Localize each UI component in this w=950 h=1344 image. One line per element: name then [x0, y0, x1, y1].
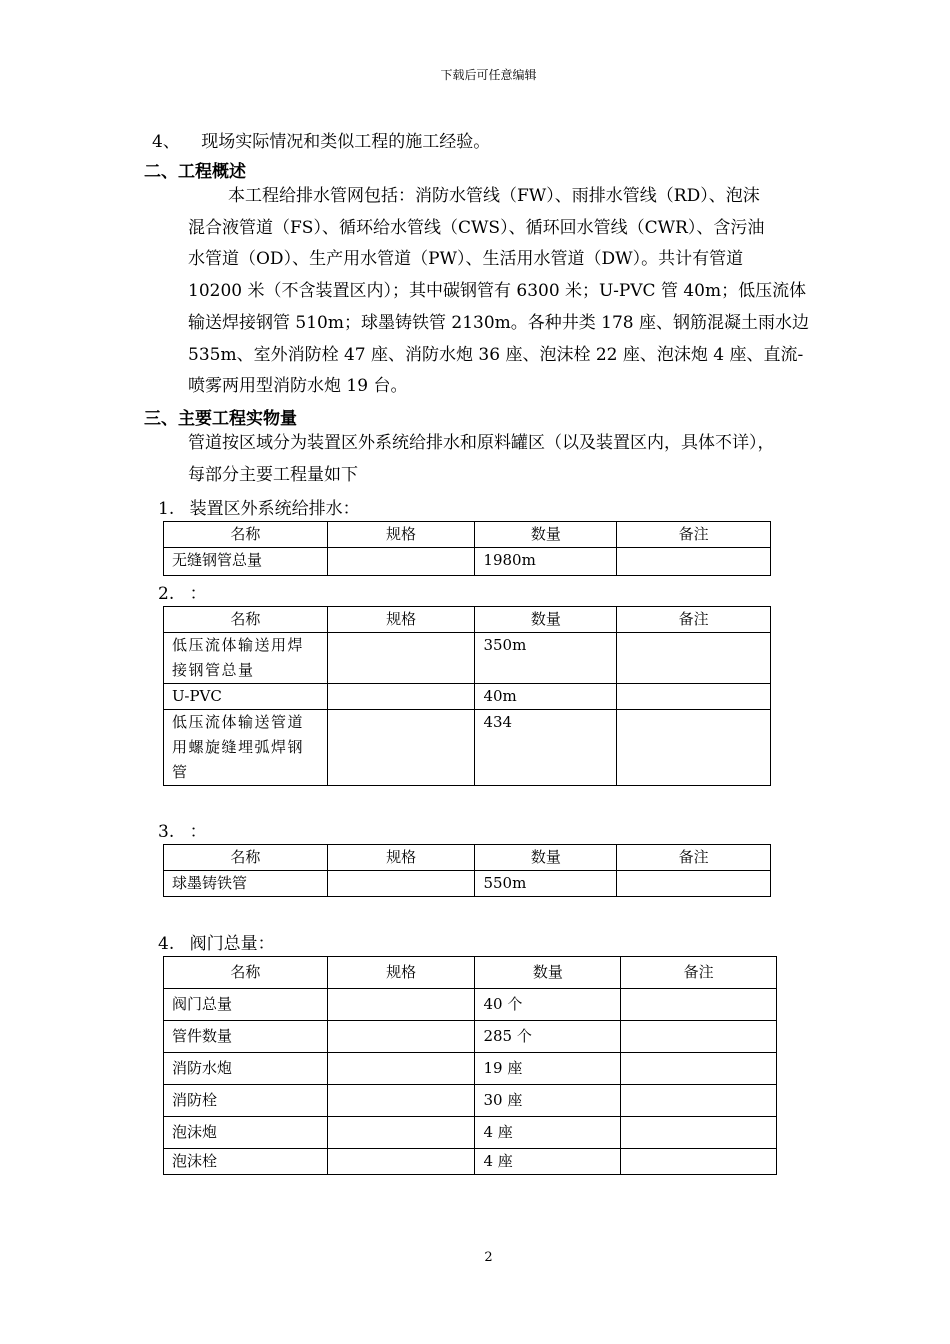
section-3-title: 三、主要工程实物量	[144, 409, 297, 429]
header-spec: 规格	[327, 845, 475, 871]
cell-spec	[327, 1053, 475, 1085]
table-3	[163, 844, 771, 897]
cell-note	[617, 710, 771, 786]
cell-qty: 550m	[475, 871, 617, 897]
section-2-title: 二、工程概述	[144, 162, 246, 182]
header-name: 名称	[164, 957, 328, 989]
cell-qty: 40m	[475, 684, 617, 710]
cell-name: 低压流体输送管道用螺旋缝埋弧焊钢管	[164, 710, 328, 786]
table-2	[163, 606, 771, 786]
subsection-3-number: 3.	[158, 822, 175, 842]
table-row	[164, 684, 771, 710]
table-header-row	[164, 607, 771, 633]
cell-spec	[327, 871, 475, 897]
cell-note	[621, 989, 777, 1021]
cell-qty: 1980m	[475, 548, 617, 576]
cell-name: 管件数量	[164, 1021, 328, 1053]
header-name: 名称	[164, 522, 328, 548]
cell-spec	[327, 989, 475, 1021]
table-row	[164, 989, 777, 1021]
table-1	[163, 521, 771, 576]
table-header-row	[164, 957, 777, 989]
cell-spec	[327, 1021, 475, 1053]
cell-qty: 19 座	[475, 1053, 621, 1085]
cell-name: 低压流体输送用焊接钢管总量	[164, 633, 328, 684]
header-qty: 数量	[475, 845, 617, 871]
table-row	[164, 1021, 777, 1053]
cell-qty: 30 座	[475, 1085, 621, 1117]
table-row	[164, 548, 771, 576]
subsection-1-title: 装置区外系统给排水：	[189, 499, 360, 519]
cell-name: 无缝钢管总量	[164, 548, 328, 576]
item-4-text: 现场实际情况和类似工程的施工经验。	[201, 132, 491, 152]
cell-spec	[327, 633, 475, 684]
item-4	[152, 127, 490, 152]
table-header-row	[164, 845, 771, 871]
cell-spec	[327, 1149, 475, 1175]
cell-qty: 4 座	[475, 1149, 621, 1175]
cell-spec	[327, 1085, 475, 1117]
header-note: 备注	[617, 607, 771, 633]
header-name: 名称	[164, 607, 328, 633]
cell-spec	[327, 548, 475, 576]
subsection-4	[158, 929, 275, 954]
cell-note	[621, 1085, 777, 1117]
cell-note	[621, 1053, 777, 1085]
subsection-1-number: 1.	[158, 499, 175, 519]
subsection-4-title: 阀门总量：	[189, 934, 275, 954]
cell-name: U-PVC	[164, 684, 328, 710]
page-header: 下载后可任意编辑	[440, 68, 537, 82]
subsection-2-number: 2.	[158, 584, 175, 604]
cell-note	[617, 871, 771, 897]
cell-name: 泡沫栓	[164, 1149, 328, 1175]
subsection-3	[158, 817, 207, 842]
overview-line: 本工程给排水管网包括：消防水管线（FW）、雨排水管线（RD）、泡沫	[228, 186, 760, 206]
subsection-3-title: ：	[189, 822, 207, 842]
table-row	[164, 1117, 777, 1149]
intro-paragraph	[188, 428, 868, 491]
overview-line: 混合液管道（FS）、循环给水管线（CWS）、循环回水管线（CWR）、含污油	[188, 217, 765, 238]
overview-line: 水管道（OD）、生产用水管道（PW）、生活用水管道（DW）。共计有管道	[188, 249, 744, 270]
header-note: 备注	[617, 845, 771, 871]
header-qty: 数量	[475, 957, 621, 989]
cell-note	[621, 1117, 777, 1149]
table-row	[164, 1053, 777, 1085]
header-name: 名称	[164, 845, 328, 871]
overview-line: 10200 米（不含装置区内）；其中碳钢管有 6300 米；U-PVC 管 40m；低压流体	[188, 281, 807, 302]
header-spec: 规格	[327, 957, 475, 989]
subsection-1	[158, 494, 360, 519]
table-row	[164, 633, 771, 684]
header-qty: 数量	[475, 607, 617, 633]
intro-line: 每部分主要工程量如下	[188, 464, 358, 485]
table-row	[164, 1085, 777, 1117]
cell-note	[617, 684, 771, 710]
cell-spec	[327, 710, 475, 786]
cell-note	[617, 633, 771, 684]
cell-name: 消防水炮	[164, 1053, 328, 1085]
cell-qty: 4 座	[475, 1117, 621, 1149]
header-qty: 数量	[475, 522, 617, 548]
cell-qty: 434	[475, 710, 617, 786]
cell-name: 阀门总量	[164, 989, 328, 1021]
header-spec: 规格	[327, 522, 475, 548]
header-note: 备注	[617, 522, 771, 548]
item-4-number: 4、	[152, 132, 180, 152]
cell-qty: 285 个	[475, 1021, 621, 1053]
cell-name: 泡沫炮	[164, 1117, 328, 1149]
subsection-2	[158, 579, 207, 604]
page-number: 2	[484, 1250, 493, 1265]
cell-note	[621, 1149, 777, 1175]
overview-paragraph	[188, 181, 858, 403]
table-row	[164, 871, 771, 897]
overview-line: 喷雾两用型消防水炮 19 台。	[188, 376, 408, 397]
table-row	[164, 710, 771, 786]
subsection-4-number: 4.	[158, 934, 175, 954]
table-4	[163, 956, 777, 1175]
table-row	[164, 1149, 777, 1175]
overview-line: 535m、室外消防栓 47 座、消防水炮 36 座、泡沫栓 22 座、泡沫炮 4 座、直流-	[188, 344, 804, 365]
header-note: 备注	[621, 957, 777, 989]
intro-line: 管道按区域分为装置区外系统给排水和原料罐区（以及装置区内，具体不详），	[188, 433, 775, 453]
subsection-2-title: ：	[189, 584, 207, 604]
cell-note	[621, 1021, 777, 1053]
cell-name: 消防栓	[164, 1085, 328, 1117]
cell-note	[617, 548, 771, 576]
overview-line: 输送焊接钢管 510m；球墨铸铁管 2130m。各种井类 178 座、钢筋混凝土雨水边	[188, 312, 810, 333]
cell-spec	[327, 684, 475, 710]
cell-name: 球墨铸铁管	[164, 871, 328, 897]
header-spec: 规格	[327, 607, 475, 633]
table-header-row	[164, 522, 771, 548]
cell-qty: 40 个	[475, 989, 621, 1021]
cell-qty: 350m	[475, 633, 617, 684]
cell-spec	[327, 1117, 475, 1149]
